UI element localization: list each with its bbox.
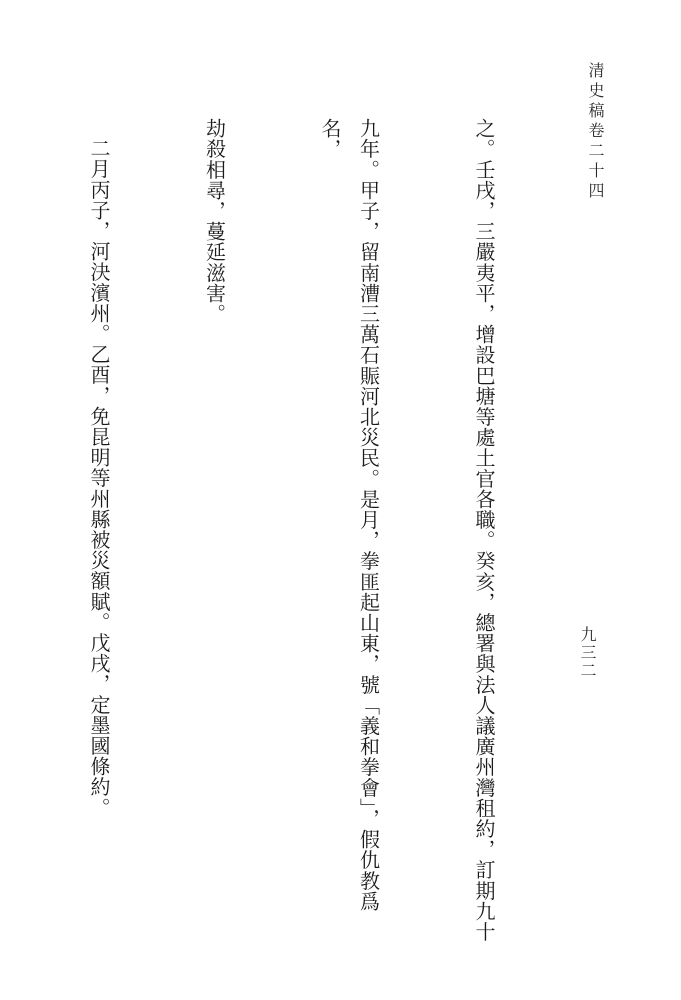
running-header-title: 清史稿卷二十四 (586, 62, 605, 202)
text-column: 二月丙子，河決濱州。乙酉，免昆明等州縣被災額賦。戊戌，定墨國條約。 (87, 138, 111, 818)
text-column: 劫殺相尋，蔓延滋害。 (202, 118, 227, 324)
text-column: 九年。甲子，留南漕三萬石賑河北災民。是月，拳匪起山東，號「義和拳會」，假仇教爲名， (318, 118, 381, 912)
vertical-body-text (0, 118, 580, 948)
text-column (0, 118, 3, 948)
text-column: 之。壬戌，三嚴夷平，增設巴塘等處土官各職。癸亥，總署與法人議廣州灣租約，訂期九十 (472, 118, 496, 942)
page-number: 九三二 (578, 626, 597, 680)
